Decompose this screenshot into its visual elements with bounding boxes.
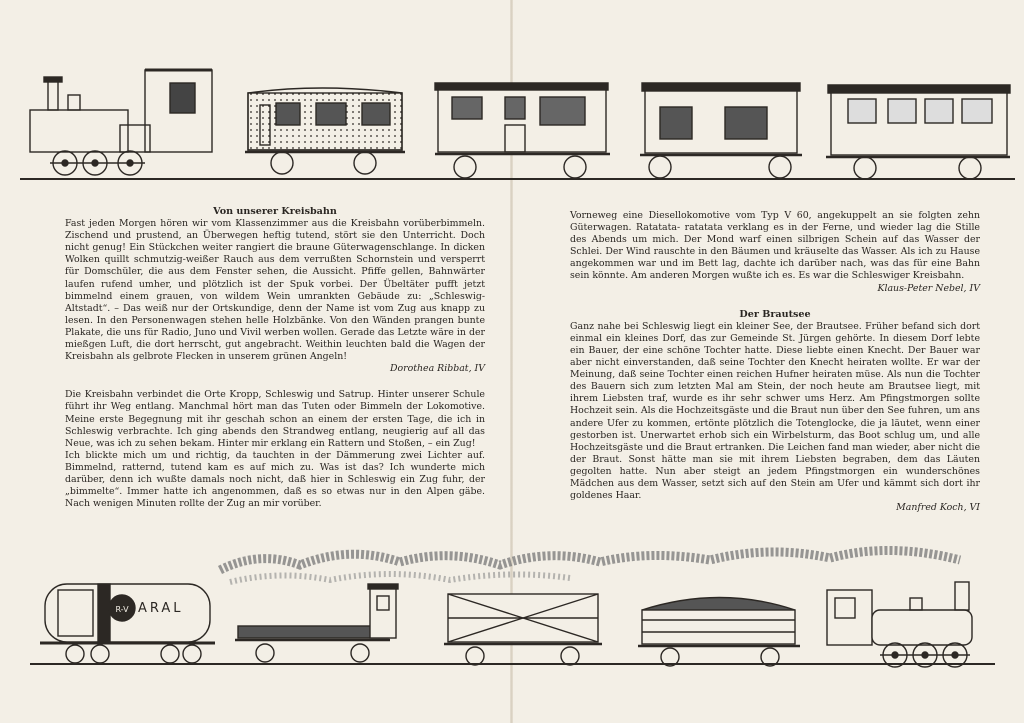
article-title-kreisbahn: Von unserer Kreisbahn — [213, 206, 337, 217]
article-paragraph: Ich blickte mich um und richtig, da tauchten in der Dämmerung zwei Lichter auf. Bimmelnd, ratternd, tutend kam es auf mich zu. Was ist das? Ich wunderte mich darüber, denn ich wußte damals noch nicht, daß hier in Schleswig ein Zug fuhr, der „bimmelte“. Immer hatte ich angenommen, daß es so etwas nur in den Alpen gäbe. Nach wenigen Minuten rollte der Zug an mir vorüber. — [65, 449, 485, 510]
brake-van-icon — [368, 584, 398, 638]
author-signature: Klaus-Peter Nebel, IV — [877, 282, 980, 294]
passenger-coach-3-icon — [640, 83, 802, 178]
coal-wagon-icon — [638, 598, 800, 667]
right-column — [570, 210, 980, 514]
article-title-brautsee: Der Brautsee — [739, 308, 811, 320]
tank-logo: R-V — [115, 605, 129, 614]
article-paragraph: Ganz nahe bei Schleswig liegt ein kleiner See, der Brautsee. Früher befand sich dort einmal ein kleines Dorf, das zur Gemeinde St. Jürgen gehörte. In diesem Dorf lebte ein Bauer, der eine schöne Tochter hatte. Diese liebte einen Knecht. Der Bauer war aber nicht einverstanden, daß seine Tochter den Knecht heiraten wollte. Er war der Meinung, daß seine Tochter einen reichen Hufner heiraten müse. Als nun die Tochter des Bauern sich zum letzten Mal am Stein, der noch heute am Brautsee liegt, mit ihrem Liebsten traf, wurde es ihr sehr schwer ums Herz. Am Pfingstmorgen sollte Hochzeit sein. Als die Hochzeitsgäste und die Braut nun über den See fuhren, um ans andere Ufer zu kommen, ertönte plötzlich die Totenglocke, die ja läutet, wenn einer gestorben ist. Unerwartet erhob sich ein Wirbelsturm, das Boot schlug um, und alle Hochzeitsgäste und die Braut ertranken. Die Leichen fand man wieder, aber nicht die der Braut. Sonst hätte man sie mit ihrem Liebsten begraben, dem das Läuten gegolten hatte. Nun aber steigt an jedem Pfingstmorgen ein wunderschönes Mädchen aus dem Wasser, setzt sich auf den Stein am Ufer und kämmt sich dort ihr goldenes Haar. — [570, 320, 980, 502]
article-paragraph: Vorneweg eine Diesellokomotive vom Typ V 60, angekuppelt an sie folgten zehn Güterwagen. Ratatata- ratatata verklang es in der Ferne, und wieder lag die Stille des Abends um mich. Der Mond warf einen silbrigen Schein auf das Wasser der Schlei. Der Wind rauschte in den Bäumen und kräuselte das Wasser. Als ich zu Hause angekommen war und im Bett lag, dachte ich darüber nach, was das für eine Bahn sein könnte. Am anderen Morgen wußte ich es. Es war die Schleswiger Kreisbahn. — [570, 210, 980, 282]
steam-locomotive-icon — [30, 70, 212, 175]
steam-locomotive-2-icon — [827, 582, 972, 667]
author-signature: Dorothea Ribbat, IV — [389, 363, 485, 375]
passenger-coach-2-icon — [435, 83, 610, 178]
tank-label: ARAL — [138, 601, 184, 616]
tank-wagon-icon — [40, 584, 215, 663]
top-train-illustration — [20, 55, 1015, 185]
flat-wagon-icon — [235, 626, 390, 662]
passenger-coach-1-icon — [245, 88, 405, 174]
box-wagon-icon — [444, 594, 602, 665]
passenger-coach-4-icon — [826, 85, 1010, 179]
left-column — [65, 206, 485, 510]
author-signature: Manfred Koch, VI — [896, 502, 980, 514]
article-paragraph: Fast jeden Morgen hören wir vom Klassenzimmer aus die Kreisbahn vorüberbimmeln. Zischend und prustend, an Überwegen heftig tutend, stört sie den Unterricht. Doch nicht genug! Ein Stückchen weiter rangiert die braune Güterwagenschlange. In dicken Wolken quillt schmutzig-weißer Rauch aus dem verrußten Schornstein und versperrt für Domschüler, die aus dem Fenster sehen, die Aussicht. Pfiffe gellen, Bahnwärter laufen rufend umher, und plötzlich ist der Spuk vorbei. Der Übeltäter pufft jetzt bimmelnd einem grauen, von wildem Wein umrankten Gebäude zu: „Schleswig-Altstadt“. – Das weiß nur der Ortskundige, denn der Name ist vom Zug aus knapp zu lesen. In den Personenwagen stehen helle Holzbänke. Von den Wänden prangen bunte Plakate, die uns für Radio, Juno und Vivil werben wollen. Gerade das Letzte wäre in der mießgen Luft, die dort herrscht, gut angebracht. Weithin leuchten bald die Wagen der Kreisbahn als gelbrote Flecken in unserem grünen Angeln! — [65, 218, 485, 363]
smoke-cloud-icon — [220, 550, 960, 570]
bottom-train-illustration — [30, 540, 995, 675]
article-paragraph: Die Kreisbahn verbindet die Orte Kropp, Schleswig und Satrup. Hinter unserer Schule führt ihr Weg entlang. Manchmal hört man das Tuten oder Bimmeln der Lokomotive. Meine erste Begegnung mit ihr geschah schon an einem der ersten Tage, die ich in Schleswig verbrachte. Ich ging abends den Strandweg entlang, neugierig auf all das Neue, was ich zu sehen bekam. Hinter mir erklang ein Rattern und Stoßen, – ein Zug! — [65, 389, 485, 449]
